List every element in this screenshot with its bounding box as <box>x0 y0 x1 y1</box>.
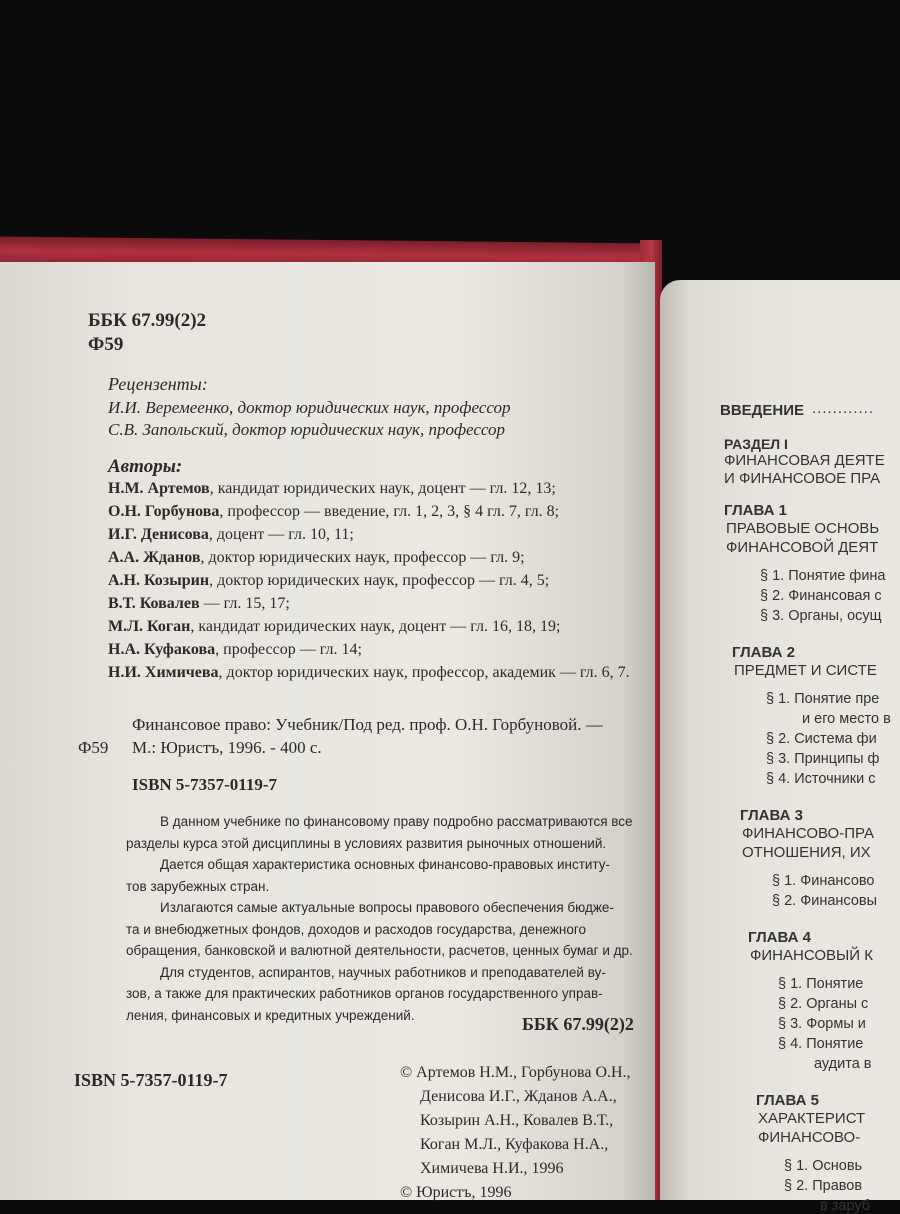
left-page <box>0 262 655 1200</box>
toc-paragraph: аудита в <box>814 1056 872 1072</box>
toc-chapter-title: ФИНАНСОВЫЙ К <box>750 947 873 964</box>
author-name: М.Л. Коган <box>108 618 191 635</box>
author-name: Н.М. Артемов <box>108 480 210 497</box>
author-contribution: , доктор юридических наук, профессор — гл. 4, 5; <box>209 572 550 589</box>
isbn-main: ISBN 5-7357-0119-7 <box>132 775 277 794</box>
title-line-1: Финансовое право: Учебник/Под ред. проф. О.Н. Горбуновой. — <box>132 715 603 734</box>
toc-paragraph: § 2. Система фи <box>766 731 877 747</box>
toc-paragraph: § 3. Органы, осущ <box>760 608 882 624</box>
toc-paragraph: в заруб <box>820 1198 871 1214</box>
abstract-line: Дается общая характеристика основных финансово-правовых институ- <box>160 857 611 872</box>
abstract-line: В данном учебнике по финансовому праву подробно рассматриваются все <box>160 814 633 829</box>
bbk-code-bottom: ББК 67.99(2)2 <box>522 1014 634 1034</box>
abstract-line: обращения, банковской и валютной деятельности, расчетов, ценных бумаг и др. <box>126 943 633 958</box>
author-contribution: , профессор — введение, гл. 1, 2, 3, § 4 гл. 7, гл. 8; <box>219 503 560 520</box>
toc-intro-dots: ............ <box>812 400 875 417</box>
reviewers-heading: Рецензенты: <box>108 374 208 394</box>
author-row <box>108 641 362 659</box>
toc-chapter-title: ФИНАНСОВО-ПРА <box>742 825 874 842</box>
author-contribution: , доктор юридических наук, профессор — гл. 9; <box>200 549 525 566</box>
toc-intro: ВВЕДЕНИЕ <box>720 402 804 419</box>
author-contribution: , профессор — гл. 14; <box>215 641 362 658</box>
author-name: О.Н. Горбунова <box>108 503 220 520</box>
toc-paragraph: § 2. Финансовая с <box>760 588 882 604</box>
toc-chapter-label: ГЛАВА 5 <box>756 1092 819 1109</box>
author-row <box>108 480 556 498</box>
author-contribution: , доктор юридических наук, профессор, академик — гл. 6, 7. <box>218 664 630 681</box>
toc-paragraph: § 3. Формы и <box>778 1016 866 1032</box>
author-contribution: , доцент — гл. 10, 11; <box>208 526 354 543</box>
toc-paragraph: § 2. Правов <box>784 1178 863 1194</box>
author-name: А.Н. Козырин <box>108 572 210 589</box>
toc-chapter-title: ФИНАНСОВО- <box>758 1129 861 1146</box>
author-row <box>108 503 559 521</box>
author-row <box>108 618 560 636</box>
reviewer-2: С.В. Запольский, доктор юридических наук, профессор <box>108 420 506 439</box>
toc-section-label: РАЗДЕЛ I <box>724 436 788 452</box>
toc-paragraph: § 1. Понятие пре <box>766 691 880 707</box>
toc-chapter-label: ГЛАВА 2 <box>732 644 795 661</box>
toc-chapter-title: ПРЕДМЕТ И СИСТЕ <box>734 662 877 679</box>
author-row <box>108 526 354 544</box>
toc-paragraph: § 1. Финансово <box>772 873 875 889</box>
title-line-2: М.: Юристъ, 1996. - 400 с. <box>132 738 322 757</box>
toc-chapter-label: ГЛАВА 1 <box>724 502 787 519</box>
toc-paragraph: § 4. Понятие <box>778 1036 864 1052</box>
toc-chapter-title: ОТНОШЕНИЯ, ИХ <box>742 844 871 861</box>
toc-paragraph: § 4. Источники с <box>766 771 876 787</box>
author-contribution: — гл. 15, 17; <box>199 595 290 612</box>
copyright-line: Козырин А.Н., Ковалев В.Т., <box>420 1112 614 1129</box>
isbn-bottom: ISBN 5-7357-0119-7 <box>74 1070 228 1090</box>
code-top: Ф59 <box>88 334 124 355</box>
toc-paragraph: § 1. Понятие фина <box>760 568 886 584</box>
copyright-line: © Артемов Н.М., Горбунова О.Н., <box>400 1064 631 1081</box>
code-margin: Ф59 <box>78 738 109 757</box>
toc-paragraph: § 2. Органы с <box>778 996 869 1012</box>
toc-chapter-title: ФИНАНСОВОЙ ДЕЯТ <box>726 539 879 556</box>
copyright-line: Химичева Н.И., 1996 <box>420 1160 564 1177</box>
toc-paragraph: и его место в <box>802 711 891 727</box>
author-name: Н.И. Химичева <box>108 664 219 681</box>
author-row <box>108 549 525 567</box>
author-contribution: , кандидат юридических наук, доцент — гл. 12, 13; <box>209 480 556 497</box>
toc-paragraph: § 2. Финансовы <box>772 893 878 909</box>
abstract-line: Для студентов, аспирантов, научных работников и преподавателей ву- <box>160 964 606 980</box>
author-name: А.А. Жданов <box>108 549 201 566</box>
copyright-line: © Юристъ, 1996 <box>400 1184 512 1201</box>
abstract-line: разделы курса этой дисциплины в условиях развития рыночных отношений. <box>126 835 607 851</box>
abstract-line: ления, финансовых и кредитных учреждений. <box>126 1007 415 1023</box>
author-name: В.Т. Ковалев <box>108 595 200 612</box>
author-row <box>108 664 630 682</box>
author-name: Н.А. Куфакова <box>108 641 216 658</box>
author-row <box>108 595 290 613</box>
toc-section-title-2: И ФИНАНСОВОЕ ПРА <box>724 470 881 487</box>
author-row <box>108 572 549 590</box>
toc-chapter-title: ПРАВОВЫЕ ОСНОВЬ <box>726 520 880 537</box>
toc-paragraph: § 3. Принципы ф <box>766 751 880 767</box>
authors-heading: Авторы: <box>108 456 183 477</box>
abstract-line: тов зарубежных стран. <box>126 878 270 894</box>
toc-chapter-label: ГЛАВА 4 <box>748 929 811 946</box>
abstract-line: та и внебюджетных фондов, доходов и расходов государства, денежного <box>126 921 586 937</box>
abstract-line: Излагаются самые актуальные вопросы правового обеспечения бюдже- <box>160 900 614 915</box>
toc-chapter-label: ГЛАВА 3 <box>740 807 803 824</box>
toc-paragraph: § 1. Основь <box>784 1158 863 1174</box>
abstract-line: зов, а также для практических работников органов государственного управ- <box>126 986 603 1001</box>
copyright-line: Коган М.Л., Куфакова Н.А., <box>420 1136 609 1153</box>
author-name: И.Г. Денисова <box>108 526 209 543</box>
reviewer-1: И.И. Веремеенко, доктор юридических наук, профессор <box>108 398 511 417</box>
toc-paragraph: § 1. Понятие <box>778 976 864 992</box>
right-page-table-of-contents <box>660 280 900 1214</box>
toc-section-title-1: ФИНАНСОВАЯ ДЕЯТЕ <box>724 452 885 469</box>
copyright-line: Денисова И.Г., Жданов А.А., <box>420 1088 617 1105</box>
toc-chapter-title: ХАРАКТЕРИСТ <box>758 1110 866 1127</box>
bbk-code-top: ББК 67.99(2)2 <box>88 310 207 331</box>
author-contribution: , кандидат юридических наук, доцент — гл. 16, 18, 19; <box>190 618 561 635</box>
